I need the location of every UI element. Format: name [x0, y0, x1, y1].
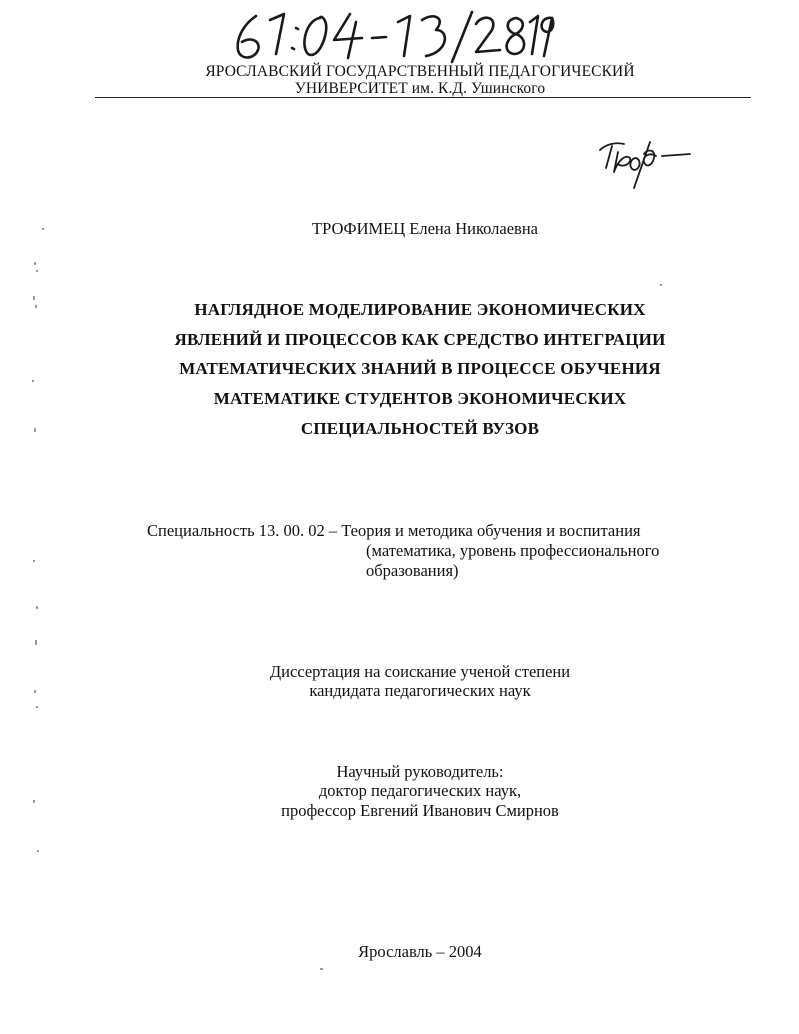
thesis-title-line-4: МАТЕМАТИКЕ СТУДЕНТОВ ЭКОНОМИЧЕСКИХ: [213, 389, 627, 408]
thesis-title-line-1: НАГЛЯДНОЕ МОДЕЛИРОВАНИЕ ЭКОНОМИЧЕСКИХ: [194, 300, 646, 319]
supervisor-heading: Научный руководитель:: [336, 762, 504, 781]
supervisor-rank: доктор педагогических наук,: [318, 781, 522, 800]
institution-name-line-1: ЯРОСЛАВСКИЙ ГОСУДАРСТВЕННЫЙ ПЕДАГОГИЧЕСКИЙ: [205, 63, 635, 80]
handwritten-archive-code: [226, 6, 556, 66]
thesis-title-line-2: ЯВЛЕНИЙ И ПРОЦЕССОВ КАК СРЕДСТВО ИНТЕГРАЦИИ: [174, 330, 666, 349]
degree-line-1: Диссертация на соискание ученой степени: [269, 662, 571, 681]
thesis-title-line-5: СПЕЦИАЛЬНОСТЕЙ ВУЗОВ: [300, 419, 540, 438]
institution-name-line-2: УНИВЕРСИТЕТ им. К.Д. Ушинского: [294, 80, 546, 97]
header-divider: [95, 97, 751, 98]
specialty-line-2: (математика, уровень профессионального: [366, 541, 660, 560]
specialty-line-1: Специальность 13. 00. 02 – Теория и методика обучения и воспитания: [147, 521, 641, 540]
supervisor-name: профессор Евгений Иванович Смирнов: [281, 801, 559, 820]
degree-line-2: кандидата педагогических наук: [309, 681, 531, 700]
specialty-line-3: образования): [366, 561, 459, 580]
thesis-title-line-3: МАТЕМАТИЧЕСКИХ ЗНАНИЙ В ПРОЦЕССЕ ОБУЧЕНИЯ: [179, 359, 661, 378]
author-signature: [592, 128, 692, 190]
place-and-year: Ярославль – 2004: [358, 942, 482, 961]
author-name: ТРОФИМЕЦ Елена Николаевна: [311, 219, 538, 238]
